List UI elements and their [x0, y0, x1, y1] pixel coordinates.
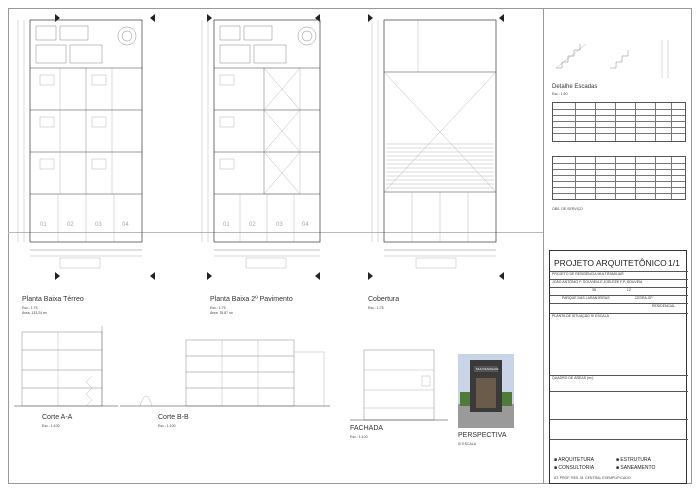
areas-table-1: [552, 102, 686, 142]
planta-terreo-scale: Esc.: 1:75: [22, 306, 38, 310]
legend-estrutura: ■ ESTRUTURA: [616, 457, 651, 463]
escada-detail: [556, 40, 668, 78]
fachada-scale: Esc.: 1:100: [350, 435, 368, 439]
unit-label-p3: 03: [276, 222, 283, 228]
subject-text: PROJETO DE RESIDÊNCIA MULTIFAMILIAR: [552, 272, 624, 276]
subject-row: [550, 271, 688, 277]
unit-label-t4: 04: [122, 222, 129, 228]
table-note: OBS. DE SERVIÇO: [552, 207, 583, 211]
title-block: [549, 250, 687, 484]
facade-sign: MULTIFAMILIAR: [476, 367, 499, 371]
perspectiva-title: PERSPECTIVA: [458, 432, 507, 439]
corte-bb-drawing: [120, 340, 330, 406]
areas-text: QUADRO DE ÁREAS (m²): [552, 376, 594, 380]
bairro-row: [550, 295, 688, 301]
lot-row: [550, 287, 688, 293]
perspectiva-scale: S/ ESCALA: [458, 442, 477, 446]
project-title: PROJETO ARQUITETÔNICO: [554, 258, 667, 268]
escadas-title: Detalhe Escadas: [552, 84, 598, 90]
unit-label-p4: 04: [302, 222, 309, 228]
corte-aa-title: Corte A-A: [42, 414, 73, 421]
unit-label-t2: 02: [67, 222, 74, 228]
planta-2pav-area: Área: 78,87 m²: [210, 311, 234, 315]
cobertura-scale: Esc.: 1:75: [368, 306, 384, 310]
owner-text: JOÃO ANTÔNIO F. SOUVIEIA E JOELEEE F.P. SOUVEIA: [552, 280, 643, 284]
planta-2pav-scale: Esc.: 1:75: [210, 306, 226, 310]
legend-arquitetura-label: ARQUITETURA: [558, 457, 594, 463]
fachada-drawing: [350, 350, 448, 420]
corte-aa-scale: Esc.: 1:100: [42, 424, 60, 428]
signature-row-2: [550, 419, 688, 439]
cidade-value: CEDRA-SP: [634, 296, 653, 300]
legend-arquitetura: ■ ARQUITETURA: [554, 457, 594, 463]
unit-label-p1: 01: [223, 222, 230, 228]
unit-label-t1: 01: [40, 222, 47, 228]
lote-value: 12: [626, 288, 631, 292]
escadas-scale: Esc.: 1:50: [552, 92, 568, 96]
zone-row: [550, 303, 688, 311]
situation-row: [550, 313, 688, 319]
unit-label-t3: 03: [95, 222, 102, 228]
roof-hatching: [386, 144, 494, 188]
owner-row: [550, 279, 688, 285]
legend-consultoria: ■ CONSULTORIA: [554, 465, 595, 471]
planta-terreo-title: Planta Baixa Térreo: [22, 296, 84, 303]
legend-saneamento: ■ SANEAMENTO: [616, 465, 656, 471]
planta-2pav-drawing: [202, 20, 320, 268]
legend-estrutura-label: ESTRUTURA: [620, 457, 651, 463]
fachada-title: FACHADA: [350, 425, 384, 432]
legend-saneamento-label: SANEAMENTO: [620, 465, 656, 471]
planta-terreo-drawing: [18, 20, 142, 268]
sheet-number: 1/1: [668, 258, 680, 268]
planta-2pav-title: Planta Baixa 2º Pavimento: [210, 296, 293, 303]
quadra-value: 35: [592, 288, 596, 292]
situation-text: PLANTA DE SITUAÇÃO S/ ESCALA: [552, 314, 609, 318]
signature-row-1: [550, 391, 688, 419]
corte-bb-scale: Esc.: 1:100: [158, 424, 176, 428]
signature-row-3: [550, 439, 688, 453]
corner-markers: [55, 14, 504, 280]
areas-table-2: [552, 156, 686, 200]
bairro-value: PARQUE DAS LARANJEIRAS: [562, 296, 610, 300]
areas-row: [550, 375, 688, 381]
corte-bb-title: Corte B-B: [158, 414, 189, 421]
perspectiva-render: [458, 354, 514, 428]
zona-value: RESIDENCIAL: [652, 304, 676, 308]
legend-footer: AT. PROF. RES. M. CENTRAL EXEMPLIFICADO: [554, 476, 631, 480]
unit-label-p2: 02: [249, 222, 256, 228]
cobertura-title: Cobertura: [368, 296, 400, 303]
corte-aa-drawing: [14, 326, 118, 406]
cobertura-drawing: [372, 20, 496, 268]
planta-terreo-area: Área: 133,24 m²: [22, 311, 48, 315]
legend-consultoria-label: CONSULTORIA: [558, 465, 595, 471]
